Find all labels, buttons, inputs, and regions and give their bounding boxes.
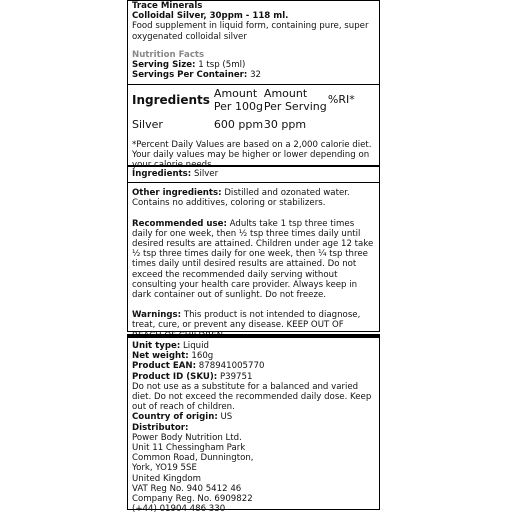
- distributor-line: United Kingdom: [132, 473, 201, 484]
- product-sku: Product ID (SKU): P39751: [132, 371, 253, 382]
- brand-name: Trace Minerals: [132, 1, 203, 11]
- distributor-line: Common Road, Dunnington,: [132, 453, 254, 464]
- product-name: Colloidal Silver, 30ppm - 118 ml.: [132, 11, 289, 22]
- table-header-per-100g: Amount Per 100g: [213, 87, 263, 113]
- row-per-100g: 600 ppm: [213, 118, 264, 132]
- row-ingredient-name: Silver: [132, 118, 163, 132]
- product-description: Food supplement in liquid form, containing pure, super oxygenated colloidal silver: [132, 21, 369, 42]
- distributor-line: Power Body Nutrition Ltd.: [132, 432, 242, 443]
- footnote: *Percent Daily Values are based on a 2,000 calorie diet. Your daily values may be higher or lower depending on your calorie needs.: [132, 139, 372, 171]
- table-row: [132, 113, 355, 132]
- serving-size: Serving Size: 1 tsp (5ml): [132, 60, 246, 71]
- distributor-line: Unit 11 Chessingham Park: [132, 443, 246, 454]
- divider: [128, 84, 379, 85]
- product-ean: Product EAN: 878941005770: [132, 361, 265, 372]
- table-header-ri: %RI*: [327, 93, 355, 107]
- caution-text: Do not use as a substitute for a balanced and varied diet. Do not exceed the recommended daily dose. Keep out of reach of children.: [132, 381, 372, 413]
- nutrition-table-header: [132, 88, 355, 113]
- servings-per-container: Servings Per Container: 32: [132, 70, 262, 81]
- distributor-line: York, YO19 5SE: [132, 463, 197, 474]
- ingredients-line: Ingredients: Silver: [132, 169, 219, 179]
- net-weight: Net weight: 160g: [132, 351, 214, 362]
- distributor-label: Distributor:: [132, 422, 189, 433]
- nutrition-table: [132, 88, 355, 132]
- info-panel: [127, 334, 380, 514]
- row-ri: [328, 113, 355, 132]
- warnings: Warnings: This product is not intended to diagnose, treat, cure, or prevent any disease. KEEP OUT OF REACH OF CHILDREN.: [132, 310, 361, 341]
- distributor-line: Company Reg. No. 6909822: [132, 494, 253, 505]
- recommended-use: Recommended use: Adults take 1 tsp three times daily for one week, then ½ tsp three times daily until desired results are attained. Children under age 12 take ½ tsp three times daily for one week, then ¼ tsp three times daily until desired results are attained. Do not exceed the recommended daily serving without consulting your health care provider. Always keep in dark container out of sunlight. Do not freeze.: [132, 218, 374, 301]
- unit-type: Unit type: Liquid: [132, 341, 209, 351]
- distributor-line: (+44) 01904 486 330: [132, 504, 226, 514]
- nutrition-title: Nutrition Facts: [132, 49, 205, 60]
- distributor-line: VAT Reg No. 940 5412 46: [132, 483, 242, 494]
- row-per-serving: 30 ppm: [263, 118, 307, 132]
- table-header-ingredients: Ingredients: [132, 93, 210, 108]
- details-panel: [127, 166, 380, 341]
- nutrition-panel: [127, 0, 380, 171]
- table-header-per-serving: Amount Per Serving: [263, 87, 327, 113]
- country-of-origin: Country of origin: US: [132, 412, 233, 423]
- other-ingredients: Other ingredients: Distilled and ozonated water. Contains no additives, coloring or stabilizers.: [132, 188, 350, 209]
